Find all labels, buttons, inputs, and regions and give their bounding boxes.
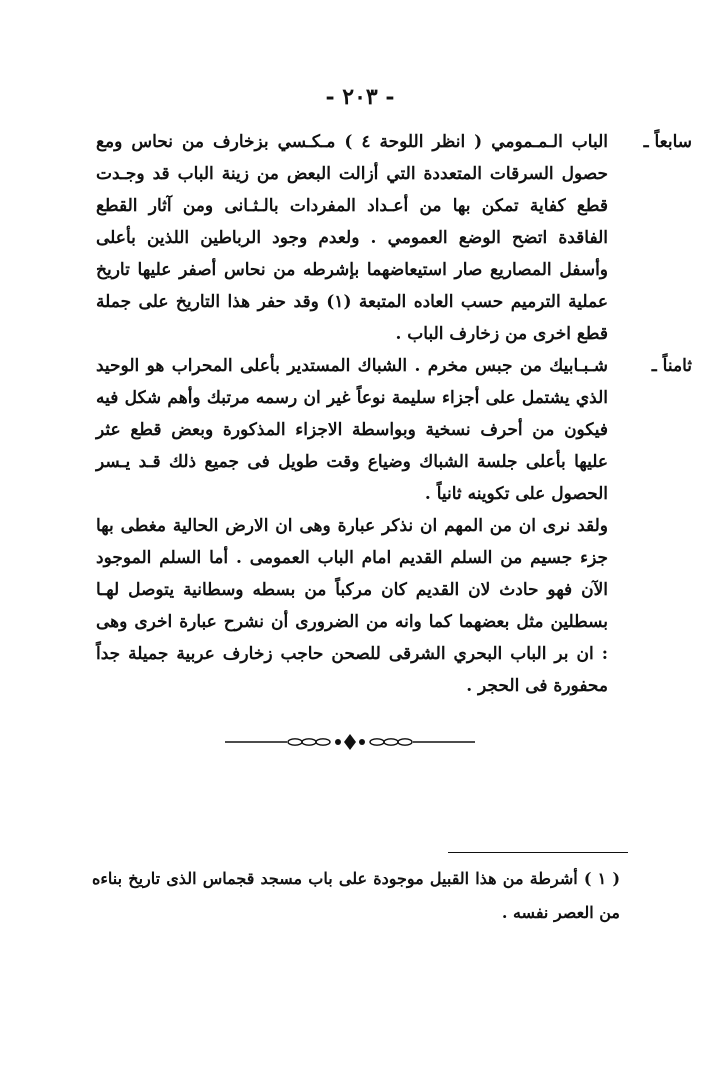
paragraph-text: ولقد نرى ان من المهم ان نذكر عبارة وهى ان الارض الحالية مغطى بها جزء جسيم من السلم القديم امام الباب العمومى . أما السلم الموجود الآن فهو حادث لان القديم كان مركباً من بسطه وسطانية يتوصل لهـا بسطلين مثل بعضهما كما وانه من الضرورى أن نشرح عبارة اخرى وهى : ان بر الباب البحري الشرقى للصحن حاجب زخارف عربية جميلة جداً محفورة فى الحجر . (96, 516, 608, 696)
paragraph-label: ثامناً ـ (651, 356, 692, 376)
paragraph-text: الباب الـمـمومي ( انظر اللوحة ٤ ) مـكـسي بزخارف من نحاس ومع حصول السرقات المتعددة التي أزالت البعض من زينة الباب قد وجـدت قطع كفاية تمكن بها من أعـداد المفردات بالـثـانى ومن آثار القطع الفاقدة اتضح الوضع العمومي . ولعدم وجود الرباطين اللذين بأعلى وأسفل المصاريع صار استيعاضهما بإشرطه من نحاس أصفر عليها تاريخ عملية الترميم حسب العاده المتبعة (١) وقد حفر هذا التاريخ على جملة قطع اخرى من زخارف الباب . (96, 132, 608, 344)
paragraph-eighth (96, 350, 692, 510)
paragraph-text: شـبـابيك من جبس مخرم . الشباك المستدير بأعلى المحراب هو الوحيد الذي يشتمل على أجزاء سليمة نوعاً غير ان رسمه مرتبك وأهم شكل فيه فيكون من أحرف نسخية وبواسطة الاجزاء المذكورة وبعض قطع عثر عليها بأعلى جلسة الشباك وضياع وقت طويل فى جميع ذلك قـد يـسر الحصول على تكوينه ثانياً . (96, 356, 608, 504)
footnote-separator (448, 852, 628, 853)
footnote: ( ١ ) أشرطة من هذا القبيل موجودة على باب مسجد قجماس الذى تاريخ بناءه من العصر نفسه . (92, 869, 621, 922)
paragraph-label: سابعاً ـ (643, 132, 692, 152)
page-number: - ٢٠٣ - (325, 84, 395, 110)
paragraph-seventh (96, 126, 692, 350)
body-text (96, 126, 692, 702)
paragraph-note (96, 510, 608, 702)
section-divider-ornament (225, 732, 475, 752)
